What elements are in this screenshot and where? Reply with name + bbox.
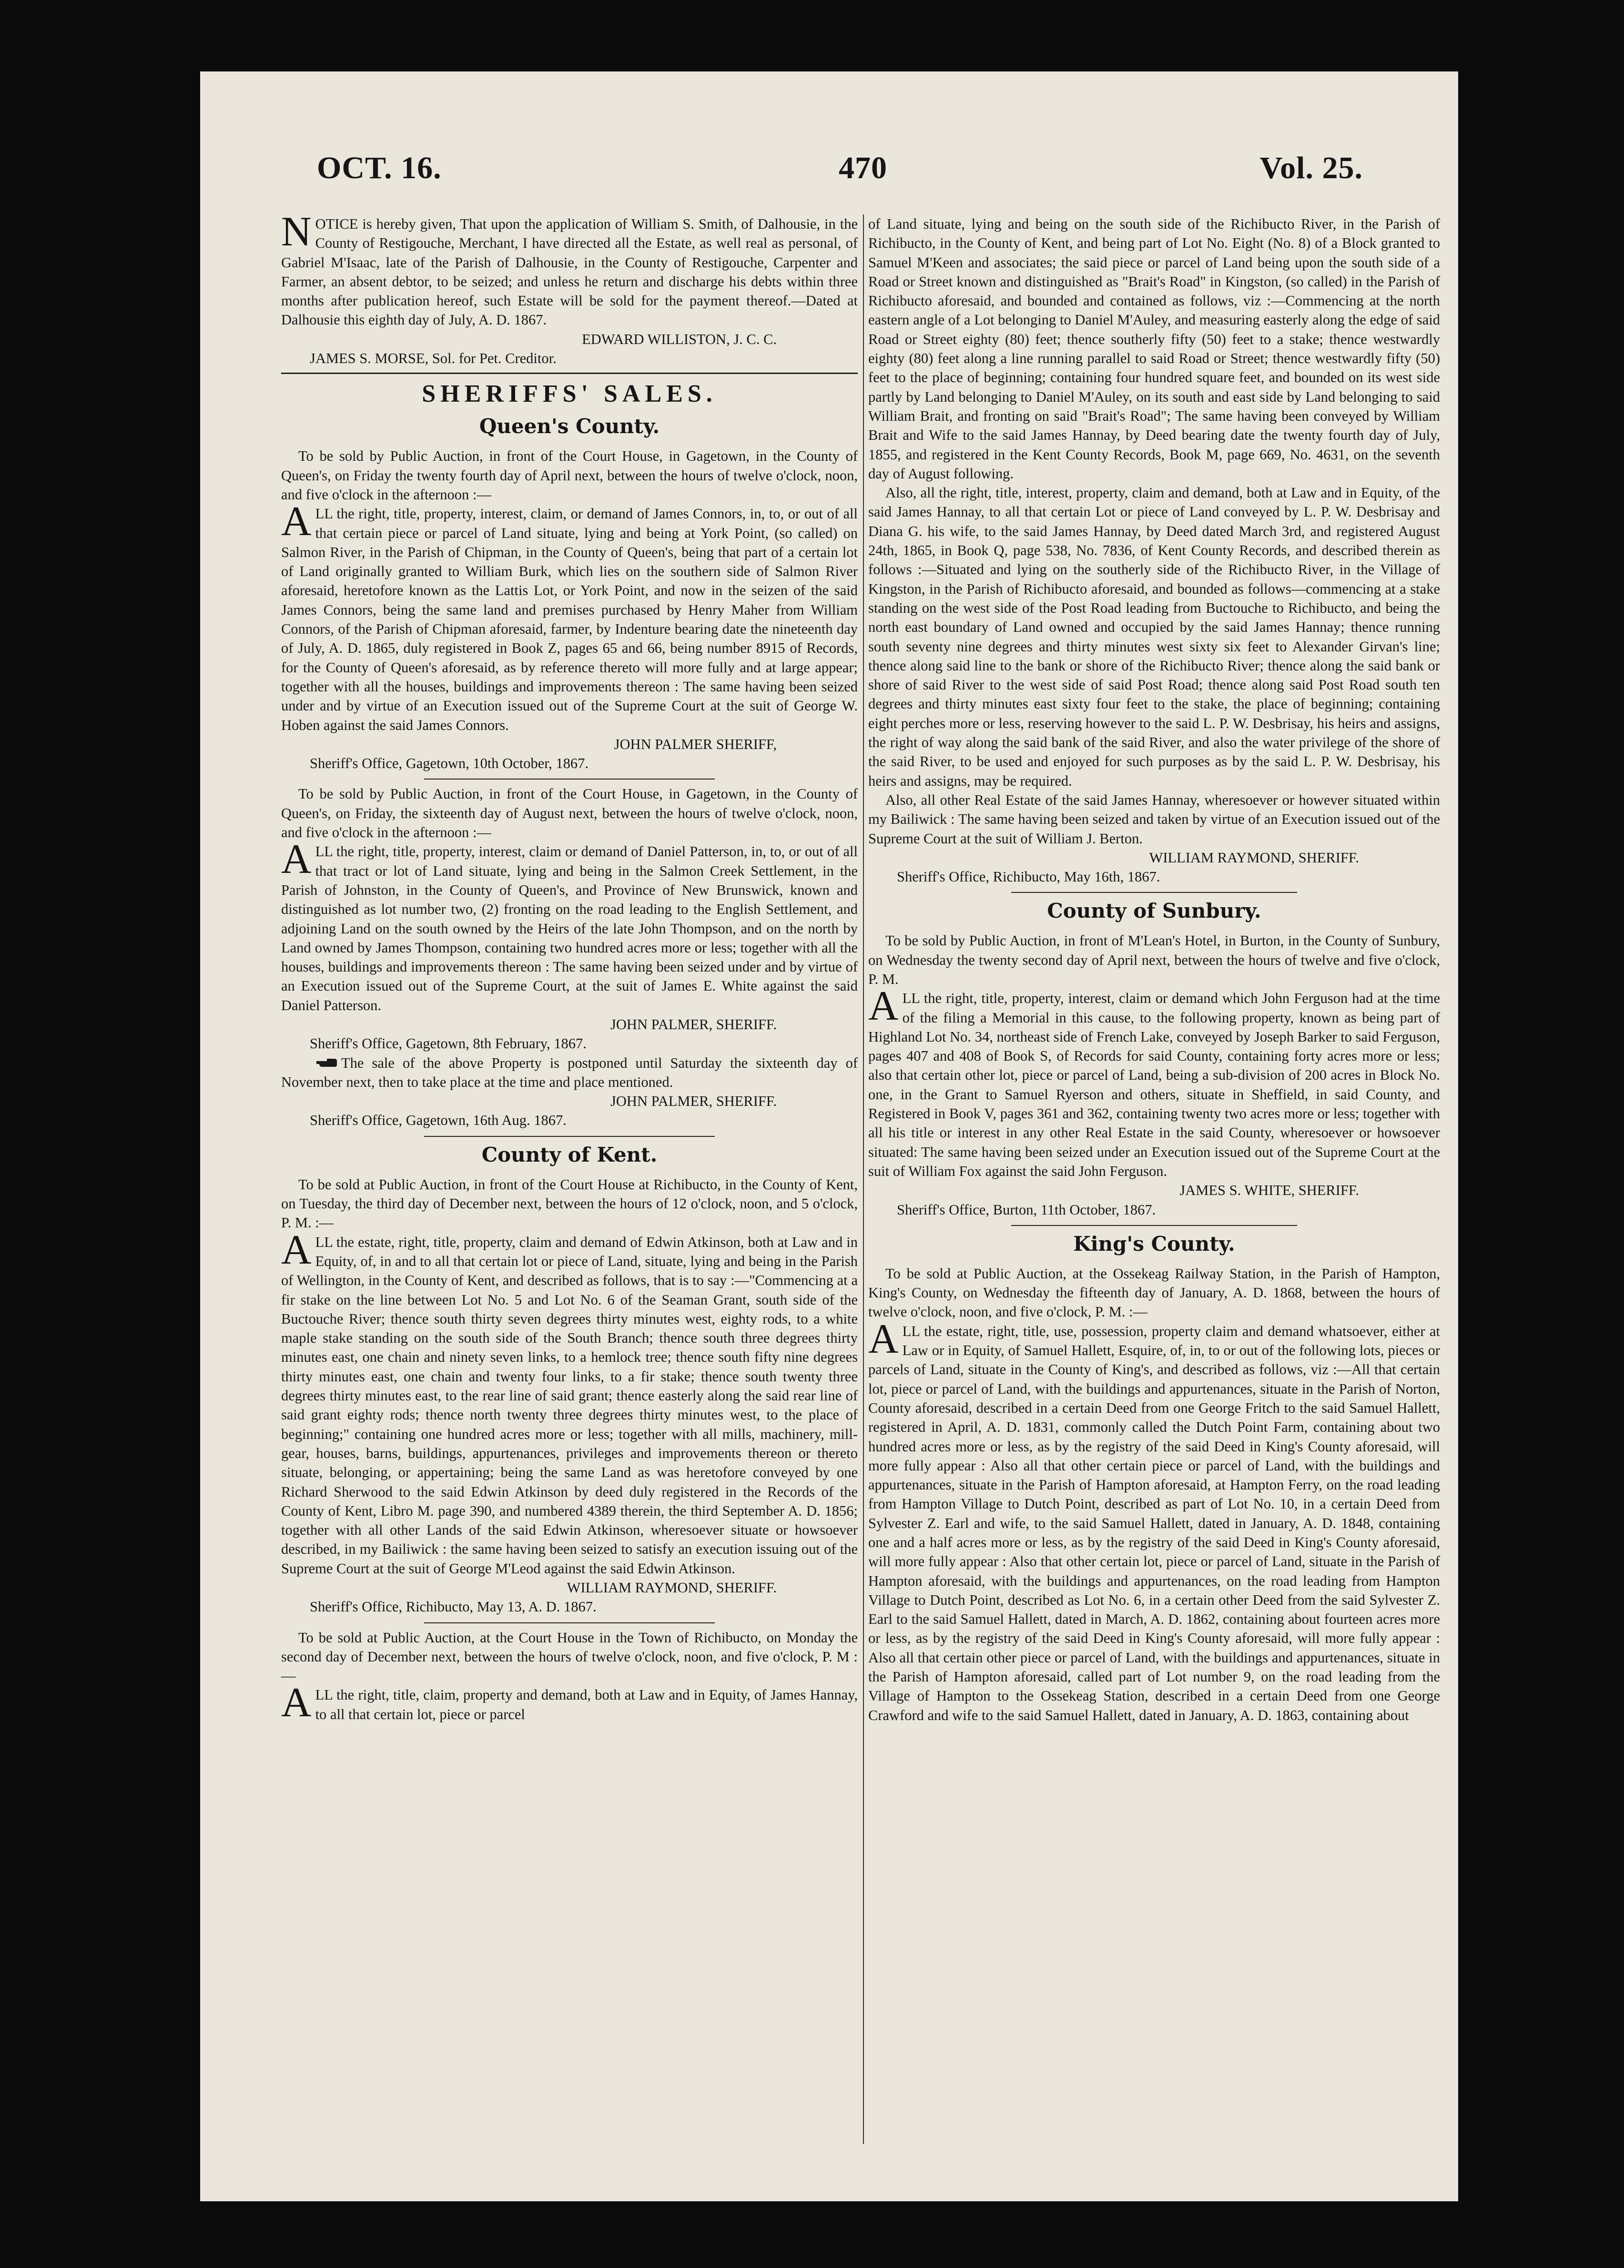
left-column [281,209,858,1726]
sale-body-start: LL the right, title, claim, property and demand, both at Law and in Equity, of James Hannay, to all that certain lot, piece or parcel [315,1687,858,1722]
notice-text: OTICE is hereby given, That upon the application of William S. Smith, of Dalhousie, in the County of Restigouche, Merchant, I have directed all the Estate, as well real as personal, of Gabriel M'Isaac, late of the Parish of Dalhousie, in the County of Restigouche, Carpenter and Farmer, an absent debtor, to be seized; and unless he return and discharge his debts within three months after publication hereof, such Estate will be sold for the payment thereof.—Dated at Dalhousie this eighth day of July, A. D. 1867. [281,216,858,328]
kent-sale-2-start [281,1628,858,1724]
sale-body-para-3: Also, all other Real Estate of the said James Hannay, wheresoever or however situated within my Bailiwick : The same having been seized and taken by virtue of an Execution issued out of the Supreme Court at the suit of William J. Berton. [868,791,1440,847]
divider [1011,1225,1297,1226]
sale-intro: To be sold by Public Auction, in front of the Court House, in Gagetown, in the County of Queen's, on Friday the twenty fourth day of April next, between the hours of twelve o'clock, noon, and five o'clock in the afternoon :— [281,448,858,503]
divider [424,779,715,780]
kent-county-heading: County of Kent. [481,1143,658,1166]
sale-office: Sheriff's Office, Richibucto, May 16th, 1867. [897,869,1160,885]
sale-body: LL the right, title, property, interest, claim or demand which John Ferguson had at the time of the filing a Memorial in this cause, to the following property, known as being part of Highland Lot No. 34, northeast side of French Lake, conveyed by Joseph Barker to said Ferguson, pages 407 and 408 of Book S, of Records for said County, containing forty acres more or less; also that certain other lot, piece or parcel of Land, being a sub-division of 200 acres in Block No. one, in the Grant to Samuel Ryerson and others, situate in Sheffield, in said County, and Registered in Book V, pages 361 and 362, containing twenty two acres more or less; together with all his title or interest in any other Real Estate in the said County, wheresoever or howsoever situated: The same having been seized under an Execution issued out of the Supreme Court at the suit of William Fox against the said John Ferguson. [868,990,1440,1179]
sunbury-sale [868,931,1440,1219]
kings-county-heading: King's County. [1073,1232,1235,1256]
sale-signer: JOHN PALMER SHERIFF, [614,736,777,752]
notice-signer: EDWARD WILLISTON, J. C. C. [582,331,777,347]
issue-date: OCT. 16. [317,151,442,185]
sale-office: Sheriff's Office, Richibucto, May 13, A. D. 1867. [310,1599,597,1615]
queens-sale-1 [281,446,858,773]
sale-intro: To be sold at Public Auction, at the Court House in the Town of Richibucto, on Monday the second day of December next, between the hours of twelve o'clock, noon, and five o'clock, P. M :— [281,1629,858,1684]
sunbury-county-heading: County of Sunbury. [1047,899,1261,923]
sale-dropcap: A [281,1680,312,1726]
sale-body: LL the estate, right, title, use, possession, property claim and demand whatsoever, either at Law or in Equity, of Samuel Hallett, Esquire, of, in, to or out of the following lots, pieces or parcels of Land, situate in the County of King's, and described as follows, viz :—All that certain lot, piece or parcel of Land, with the buildings and appurtenances, situate in the Parish of Norton, County aforesaid, described in a certain Deed from one George Fritch to the said Samuel Hallett, registered in April, A. D. 1831, commonly called the Dutch Point Farm, containing about two hundred acres more or less, as by the registry of the said Deed in King's County aforesaid, will more fully appear : Also all that other certain piece or parcel of Land, with the buildings and appurtenances, situate in the Parish of Hampton aforesaid, at Hampton Ferry, on the road leading from Hampton Village to Dutch Point, described as part of Lot No. 10, in a certain Deed from Sylvester Z. Earl and wife, to the said Samuel Hallett, dated in January, A. D. 1848, containing one and a half acres more or less, as by the registry of the said Deed in King's County aforesaid, will more fully appear : Also that other certain lot, piece or parcel of Land, situate in the Parish of Hampton aforesaid, with the buildings and appurtenances, on the road leading from Hampton Village to Dutch Point, described as Lot No. 6, in a certain other Deed from the said Sylvester Z. Earl to the said Samuel Hallett, dated in March, A. D. 1862, containing about fourteen acres more or less, as by the registry of the said Deed in King's County aforesaid, will more fully appear : Also all that certain other piece or parcel of Land, with the buildings and appurtenances, situate in the Parish of Hampton aforesaid, called part of Lot number 9, on the road leading from the Village of Hampton to the Ossekeag Station, described in a certain Deed from one George Crawford and wife to the said Samuel Hallett, dated in January, A. D. 1863, containing about [868,1323,1440,1723]
notice-solicitor: JAMES S. MORSE, Sol. for Pet. Creditor. [310,350,557,367]
sale-dropcap: A [281,836,312,883]
notice-block [281,209,858,368]
sale-dropcap: A [281,498,312,545]
pointing-hand-icon [298,1053,337,1073]
postponement-notice: The sale of the above Property is postponed until Saturday the sixteenth day of November next, then to take place at the time and place mentioned. [281,1054,858,1090]
queens-sale-2 [281,784,858,1130]
column-divider [863,214,864,2144]
sale-dropcap: A [868,1316,899,1362]
sale-body: LL the right, title, property, interest, claim, or demand of James Connors, in, to, or out of all that certain piece or parcel of Land situate, lying and being at York Point, (so called) on Salmon River, in the Parish of Chipman, in the County of Queen's, being that part of a certain lot of Land originally granted to William Burk, which lies on the southern side of Salmon River aforesaid, heretofore known as the Lattis Lot, or York Point, and now in the seizen of the said James Connors, being the same land and premises purchased by Henry Maher from William Connors, of the Parish of Chipman aforesaid, farmer, by Indenture bearing date the nineteenth day of July, A. D. 1865, duly registered in Book Z, pages 65 and 66, being number 8915 of Records, for the County of Queen's aforesaid, as by reference thereto will more fully and at large appear; together with all the houses, buildings and improvements thereon : The same having been seized under and by virtue of an Execution issued out of the Supreme Court at the suit of George W. Hoben against the said James Connors. [281,506,858,733]
right-column [868,214,1440,1725]
divider [424,1136,715,1137]
sale-dropcap: A [868,983,899,1030]
sale-intro: To be sold by Public Auction, in front of the Court House, in Gagetown, in the County of Queen's, on Friday, the sixteenth day of August next, between the hours of twelve o'clock, noon, and five o'clock in the afternoon :— [281,786,858,841]
sale-signer: WILLIAM RAYMOND, SHERIFF. [1149,849,1359,866]
sale-dropcap: A [281,1226,312,1273]
divider [1011,892,1297,893]
sale-body-continued: of Land situate, lying and being on the south side of the Richibucto River, in the Parish of Richibucto, in the County of Kent, and being part of Lot No. Eight (No. 8) of a Block granted to Samuel M'Keen and associates; the said piece or parcel of Land being upon the south side of a Road or Street known and distinguished as "Brait's Road" in Kingston, (so called) in the Parish of Richibucto aforesaid, and bounded and contained as follows, viz :—Commencing at the north eastern angle of a Lot belonging to Daniel M'Auley, and measuring easterly along the edge of said Road or Street eighty (80) feet; thence southerly fifty (50) feet to a stake; thence westwardly eighty (80) feet along a line running parallel to said Road or Street; thence westwardly fifty (50) feet to the place of beginning; containing four hundred square feet, and bounded on its west side partly by Land belonging to Daniel M'Auley, on its south and east side by Land belonging to said William Brait, and fronting on said "Brait's Road"; The same having been conveyed by William Brait and Wife to the said James Hannay, by Deed bearing date the twenty fourth day of July, 1855, and registered in the Kent County Records, Book M, page 669, No. 4631, on the seventh day of August following. [868,216,1440,482]
kent-sale-1 [281,1175,858,1617]
sale-signer: JAMES S. WHITE, SHERIFF. [1179,1182,1359,1199]
divider [424,1622,715,1623]
sale-body: LL the estate, right, title, property, claim and demand of Edwin Atkinson, both at Law and in Equity, of, in and to all that certain lot or piece of Land, situate, lying and being in the Parish of Wellington, in the County of Kent, and described as follows, that is to say :—"Commencing at a fir stake on the line between Lot No. 5 and Lot No. 6 of the Seaman Grant, south side of the Buctouche River; thence south thirty seven degrees thirty minutes west, eighty rods, to a white maple stake standing on the south side of the South Branch; thence south three degrees thirty minutes east, one chain and ninety seven links, to a hemlock tree; thence south fifty nine degrees thirty minutes east, one chain and twenty four links, to a fir stake; thence south twenty three degrees thirty minutes east, to the rear line of said grant; thence easterly along the said rear line of said grant eighty rods; thence north twenty three degrees thirty minutes west, to the place of beginning;" containing one hundred acres more or less; together with all mills, machinery, mill-gear, houses, barns, buildings, appurtenances, privileges and improvements thereon or thereto situate, belonging, or appertaining; being the same Land as was heretofore conveyed by one Richard Sherwood to the said Edwin Atkinson by deed duly registered in the Records of the County of Kent, Libro M. page 390, and numbered 4389 therein, the third September A. D. 1856; together with all other Lands of the said Edwin Atkinson, wheresoever situate or howsoever described, in my Bailiwick : the same having been seized to satisfy an execution issuing out of the Supreme Court at the suit of George M'Leod against the said Edwin Atkinson. [281,1234,858,1577]
sale-office: Sheriff's Office, Gagetown, 10th October, 1867. [310,755,589,772]
sale-office: Sheriff's Office, Gagetown, 8th February, 1867. [310,1035,587,1052]
sale-office: Sheriff's Office, Gagetown, 16th Aug. 1867. [310,1112,567,1129]
volume-number: Vol. 25. [1259,151,1363,185]
kings-sale [868,1264,1440,1725]
sale-intro: To be sold at Public Auction, in front of the Court House at Richibucto, in the County of Kent, on Tuesday, the third day of December next, between the hours of 12 o'clock, noon, and 5 o'clock, P. M. :— [281,1176,858,1231]
sheriffs-sales-title: SHERIFFS' SALES. [422,380,717,408]
section-rule [281,373,858,374]
sale-intro: To be sold by Public Auction, in front of M'Lean's Hotel, in Burton, in the County of Sunbury, on Wednesday the twenty second day of April next, between the hours of twelve and five o'clock, P. M. [868,932,1440,987]
gazette-page [200,71,1458,2201]
sale-signer: JOHN PALMER, SHERIFF. [610,1093,777,1110]
sale-intro: To be sold at Public Auction, at the Ossekeag Railway Station, in the Parish of Hampton, King's County, on Wednesday the fifteenth day of January, A. D. 1868, between the hours of twelve o'clock, noon, and five o'clock, P. M. :— [868,1265,1440,1320]
kent-sale-2-continued [868,214,1440,886]
queens-county-heading: Queen's County. [479,415,660,438]
page-number: 470 [839,151,887,185]
sale-signer: WILLIAM RAYMOND, SHERIFF. [567,1580,777,1596]
sale-body: LL the right, title, property, interest, claim or demand of Daniel Patterson, in, to, or out of all that tract or lot of Land situate, lying and being in the Salmon Creek Settlement, in the Parish of Johnston, in the County of Queen's, and Province of New Brunswick, known and distinguished as lot number two, (2) fronting on the road leading to the English Settlement, and adjoining Land on the south owned by the Heirs of the late John Thompson, and on the north by Land owned by James Thompson, containing two hundred acres more or less; together with all the houses, buildings and improvements thereon : The same having been seized under and by virtue of an Execution issued out of the Supreme Court, at the suit of James E. White against the said Daniel Patterson. [281,843,858,1013]
sale-office: Sheriff's Office, Burton, 11th October, 1867. [897,1201,1156,1218]
sale-signer: JOHN PALMER, SHERIFF. [610,1016,777,1033]
notice-dropcap: N [281,209,312,255]
sale-body-para-2: Also, all the right, title, interest, property, claim and demand, both at Law and in Equity, of the said James Hannay, to all that certain Lot or piece of Land conveyed by L. P. W. Desbrisay and Diana G. his wife, to the said James Hannay, by Deed dated March 3rd, and registered August 24th, 1865, in Book Q, page 538, No. 7836, of Kent County Records, and described therein as follows :—Situated and lying on the southerly side of the Richibucto River, in the Village of Kingston, in the Parish of Richibucto aforesaid, and bounded as follows—commencing at a stake standing on the west side of the Post Road leading from Buctouche to Richibucto, and being the north east boundary of Land owned and occupied by the said James Hannay; thence running south seventy nine degrees and thirty minutes west sixty six feet to Alexander Girvan's line; thence along said line to the bank or shore of the Richibucto River; thence along the said bank or shore of said River to the west side of said Post Road; thence along said Post Road south ten degrees and thirty minutes east sixty four feet to the stake, the place of beginning; containing eight perches more or less, reserving however to the said L. P. W. Desbrisay, his heirs and assigns, the right of way along the said bank of the said River, and also the water privilege of the shore of the said River, to be used and enjoyed for such purposes as by the said L. P. W. Desbrisay, his heirs and assigns, may be required. [868,485,1440,789]
